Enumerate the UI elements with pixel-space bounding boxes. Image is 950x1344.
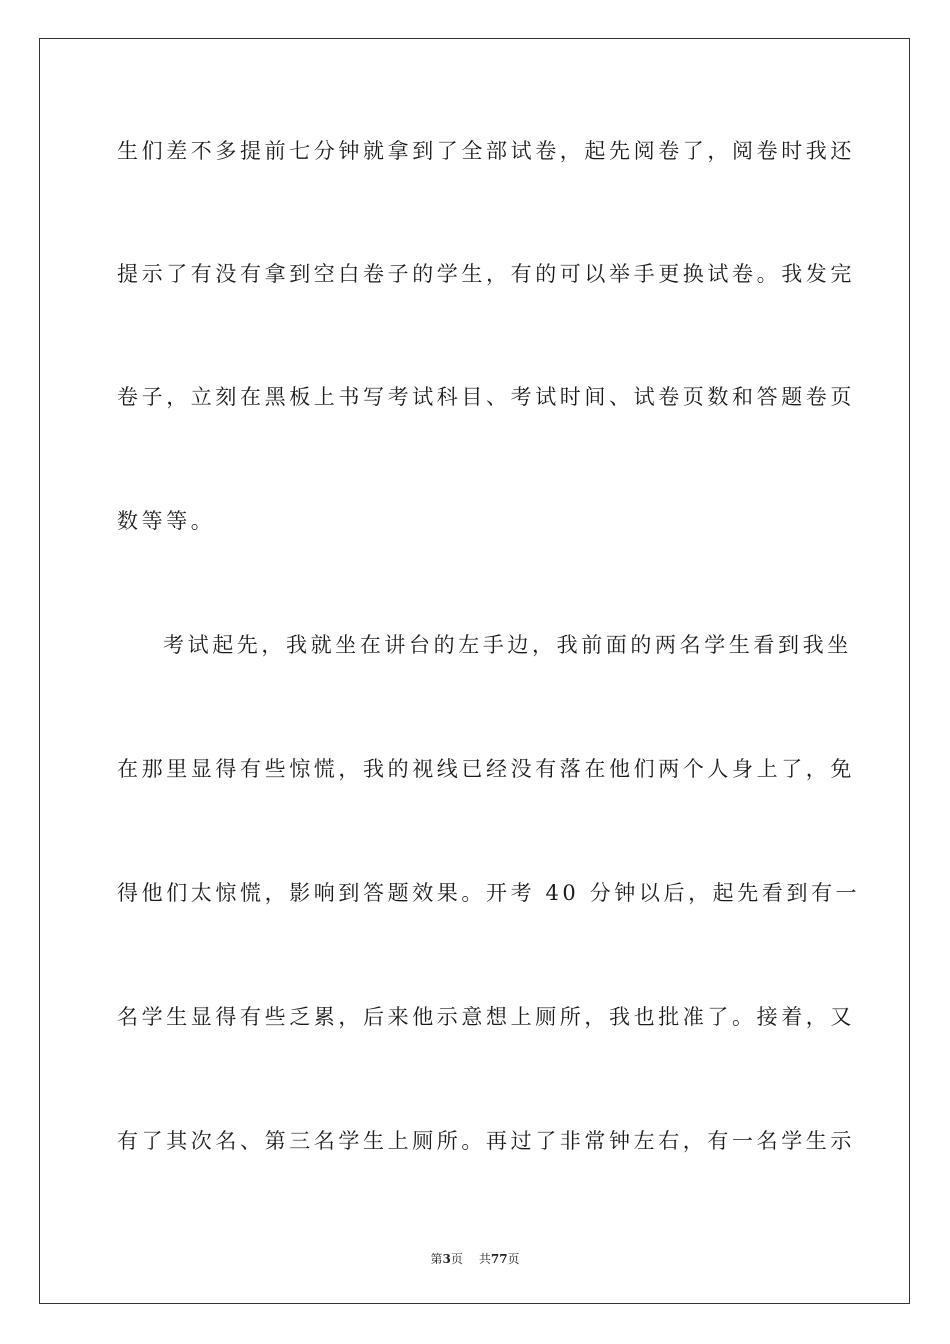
body-text-line-2: 提示了有没有拿到空白卷子的学生，有的可以举手更换试卷。我发完	[117, 262, 855, 286]
paragraph-start-line-5: 考试起先，我就坐在讲台的左手边，我前面的两名学生看到我坐	[163, 633, 852, 657]
body-text-line-8: 名学生显得有些乏累，后来他示意想上厕所，我也批准了。接着，又	[117, 1005, 855, 1029]
page-border	[39, 38, 910, 1304]
footer-page-number: 3	[442, 1252, 451, 1266]
footer-total-prefix: 共	[478, 1252, 491, 1266]
body-text-line-4: 数等等。	[117, 509, 216, 533]
body-text-line-7: 得他们太惊慌，影响到答题效果。开考 40 分钟以后，起先看到有一	[117, 881, 861, 905]
page-footer	[0, 1250, 950, 1267]
footer-total-pages: 77	[490, 1252, 508, 1266]
body-text-line-9: 有了其次名、第三名学生上厕所。再过了非常钟左右，有一名学生示	[117, 1129, 855, 1153]
body-text-line-1: 生们差不多提前七分钟就拿到了全部试卷，起先阅卷了，阅卷时我还	[117, 139, 855, 163]
body-text-line-6: 在那里显得有些惊慌，我的视线已经没有落在他们两个人身上了，免	[117, 757, 855, 781]
body-text-line-3: 卷子，立刻在黑板上书写考试科目、考试时间、试卷页数和答题卷页	[117, 385, 855, 409]
footer-page-suffix: 页	[450, 1252, 463, 1266]
footer-page-prefix: 第	[430, 1252, 443, 1266]
footer-total-suffix: 页	[507, 1252, 520, 1266]
